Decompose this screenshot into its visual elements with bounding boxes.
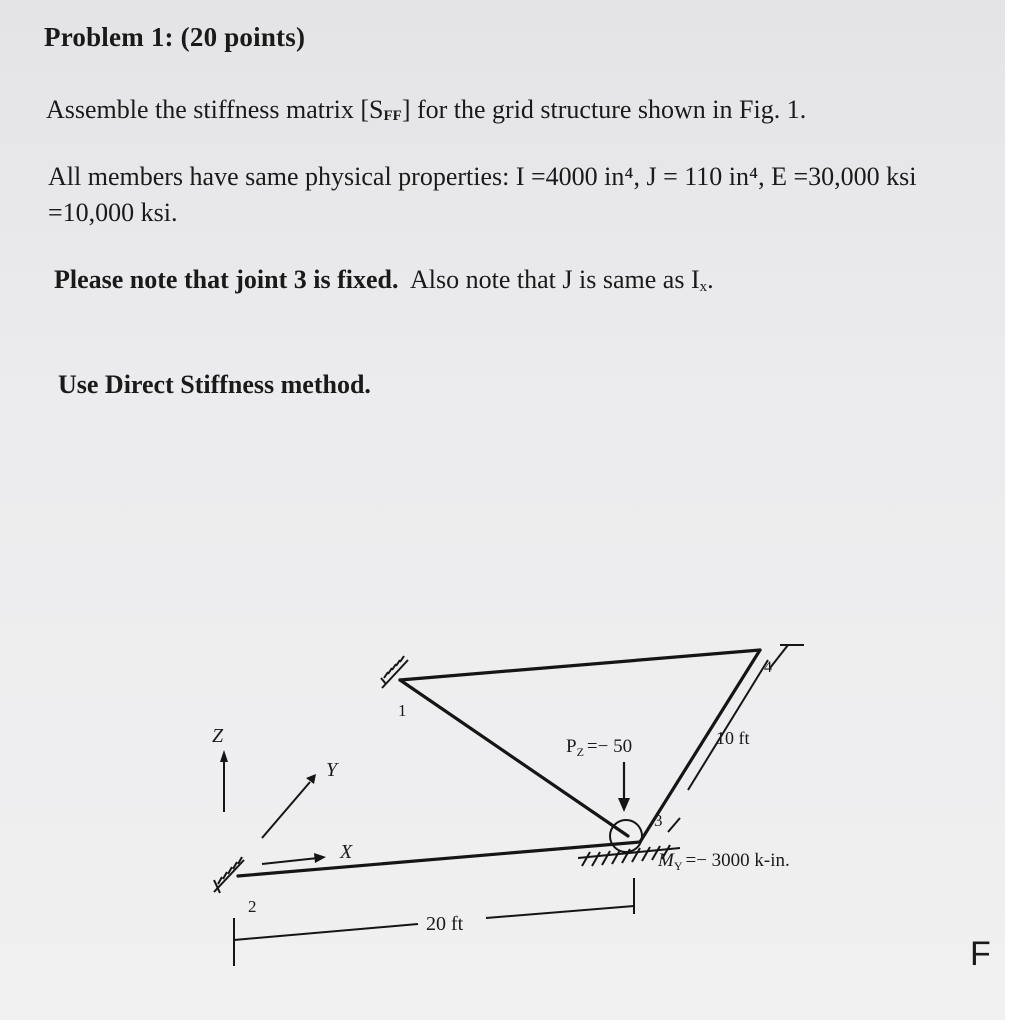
problem-title: Problem 1: (20 points) (44, 22, 306, 52)
member-2-3 (238, 842, 640, 876)
axis-x-label: X (340, 841, 353, 863)
dimension-20ft-label: 20 ft (426, 913, 464, 935)
matrix-subscript: FF (383, 108, 402, 124)
scan-bottom-edge (0, 1020, 1009, 1024)
moment-my-subscript: Y (673, 859, 683, 873)
axis-y-label: Y (326, 759, 338, 781)
load-pz-label (566, 736, 632, 759)
member-1-3 (400, 680, 628, 836)
axis-z-arrow (220, 750, 228, 812)
instruction-assemble-prefix: Assemble the stiffness matrix [S (46, 95, 384, 124)
note-fixed-joint: Please note that joint 3 is fixed. (54, 265, 399, 294)
moment-my-symbol: M (658, 850, 674, 871)
axis-x-arrow (262, 853, 326, 864)
note-j-prefix: Also note that J is same as I (398, 265, 700, 294)
note-j-subscript: x (699, 279, 708, 295)
load-pz-subscript: Z (576, 745, 584, 759)
instruction-assemble-suffix: ] for the grid structure shown in Fig. 1. (401, 95, 807, 124)
margin-note: F (970, 935, 991, 973)
load-pz-value: =− 50 (586, 736, 633, 757)
note-j-end: . (707, 265, 714, 294)
instruction-properties: All members have same physical properties: I =4000 in⁴, J = 110 in⁴, E =30,000 ksi (48, 162, 917, 191)
load-arrow-pz (618, 762, 630, 812)
axis-z-label: Z (212, 725, 224, 747)
moment-my-value: =− 3000 k-in. (685, 850, 790, 871)
joint-2-label: 2 (248, 897, 257, 916)
method-instruction: Use Direct Stiffness method. (58, 370, 371, 399)
member-1-4 (400, 650, 760, 680)
scan-right-edge (1005, 0, 1009, 1024)
joint-1-label: 1 (398, 701, 407, 720)
joint-3-label: 3 (654, 811, 663, 830)
load-pz-symbol: P (566, 736, 577, 757)
instruction-properties-continued: =10,000 ksi. (48, 198, 178, 227)
joint-4-label: 4 (764, 659, 772, 676)
dimension-10ft-label: 10 ft (716, 728, 750, 748)
moment-my-label (657, 850, 790, 873)
axis-y-arrow (262, 774, 316, 838)
